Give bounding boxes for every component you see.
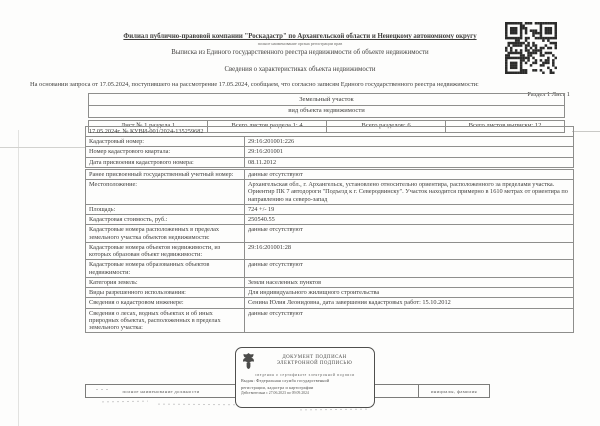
scan-edge-artifact — [18, 130, 19, 426]
attribute-label: Сведения о кадастровом инженере: — [86, 298, 245, 307]
attribute-label: Виды разрешенного использования: — [86, 288, 245, 297]
attribute-value: 29:16:201001:226 — [248, 138, 295, 146]
stamp-issuer-line2: регистрации, кадастра и картографии — [241, 385, 314, 391]
stamp-header — [241, 352, 369, 370]
pencil-scribble-artifact — [300, 409, 370, 411]
sheet-info-cell: Лист № 1 раздела 1 — [120, 122, 176, 130]
document-header — [30, 33, 570, 98]
scan-line-artifact — [572, 131, 600, 132]
org-name: Филиал публично-правовой компании "Роскадастр" по Архангельской области и Ненецкому автономному округу — [123, 33, 477, 40]
object-type-box — [88, 93, 565, 118]
sheet-info-cell: Всего листов выписки: 12 — [445, 121, 564, 132]
table-row — [86, 157, 573, 167]
attribute-value: Земли населенных пунктов — [248, 278, 322, 286]
attribute-value: данные отсутствуют — [248, 171, 303, 178]
attribute-label: Кадастровые номера объектов недвижимости, из которых образован объект недвижимости: — [86, 243, 245, 259]
table-row — [86, 259, 573, 276]
request-number: 17.05.2024г. № КУВИ-001/2024-135259682 — [89, 128, 204, 135]
document-title: Выписка из Единого государственного реестра недвижимости об объекте недвижимости — [171, 48, 429, 56]
stamp-title-line2: ЭЛЕКТРОННОЙ ПОДПИСЬЮ — [276, 361, 353, 366]
attribute-value: 29:16:201001:28 — [248, 243, 292, 251]
attribute-value: 724 +/- 19 — [248, 205, 275, 213]
table-row — [86, 224, 573, 241]
object-type-caption: вид объекта недвижимости — [89, 105, 564, 117]
table-row — [86, 136, 573, 146]
name-caption: инициалы, фамилия — [418, 385, 490, 397]
attribute-label: Номер кадастрового квартала: — [86, 147, 245, 156]
attribute-label: Сведения о лесах, водных объектах и об иных природных объектах, расположенных в пределах земельного участка: — [86, 309, 245, 333]
sheet-info-cell: Всего разделов: 6 — [326, 121, 445, 132]
stamp-title — [260, 355, 369, 367]
table-row — [86, 214, 573, 224]
table-row — [86, 204, 573, 214]
attribute-value: Для индивидуального жилищного строительства — [248, 289, 380, 297]
object-type-title: Земельный участок — [299, 95, 354, 103]
section-subtitle: Сведения о характеристиках объекта недвижимости — [224, 65, 376, 73]
stamp-issuer-line1: Выдан: Федеральная служба государственной — [241, 378, 330, 384]
attribute-label: Местоположение: — [86, 180, 245, 204]
attribute-value: данные отсутствуют — [248, 261, 303, 269]
attribute-value: 250540.55 — [248, 216, 275, 224]
attribute-label: Ранее присвоенный государственный учетный номер: — [86, 170, 245, 179]
attributes-top-table — [85, 126, 574, 168]
table-row — [86, 179, 573, 204]
attribute-label: Площадь: — [86, 205, 245, 214]
attribute-label: Дата присвоения кадастрового номера: — [86, 158, 245, 167]
org-name-caption: полное наименование органа регистрации прав — [257, 41, 343, 47]
sheet-info-cell: Всего листов раздела 1: 4 — [207, 121, 326, 132]
stamp-validity: Действительна с 27.06.2023 по 09.09.2024 — [241, 390, 309, 395]
attribute-value: 29:16:201001 — [248, 148, 283, 156]
table-row — [86, 146, 573, 156]
scan-line-artifact — [0, 147, 85, 148]
stamp-cert-caption: сведения о сертификате электронной подписи — [255, 372, 355, 377]
table-row — [86, 308, 573, 333]
request-basis-line: На основании запроса от 17.05.2024, поступившего на рассмотрение 17.05.2024, сообщаем, что согласно записям Единого государственного реестра недвижимости: — [30, 81, 479, 88]
attribute-value: данные отсутствуют — [248, 226, 303, 234]
attribute-label: Кадастровый номер: — [86, 137, 245, 146]
attributes-main-table — [85, 169, 574, 333]
attribute-label: Кадастровая стоимость, руб.: — [86, 215, 245, 224]
attribute-value: 08.11.2012 — [248, 158, 277, 166]
attribute-value: Архангельская обл., г. Архангельск, установлено относительно ориентира, расположенного за пределами участка. Ориентир ПК 7 автодороги "Подъезд к г. Северодвинску". Участок находится примерно в 1610 метрах от ориентира по направлению на северо-запад — [248, 181, 568, 203]
attribute-value: Сенина Юлия Леонидовна, дата завершения кадастровых работ: 15.10.2012 — [248, 299, 451, 307]
attribute-value: данные отсутствуют — [248, 309, 303, 317]
attribute-label: Кадастровые номера расположенных в пределах земельного участка объектов недвижимости: — [86, 225, 245, 241]
coat-of-arms-icon — [241, 352, 256, 370]
table-row — [86, 287, 573, 297]
attribute-label: Кадастровые номера образованных объектов недвижимости: — [86, 260, 245, 276]
table-row — [86, 297, 573, 307]
table-row — [86, 242, 573, 259]
section-sheet-label: Раздел 1 Лист 1 — [527, 90, 570, 98]
pencil-scribble-artifact — [102, 401, 148, 403]
table-row — [86, 170, 573, 179]
position-caption: полное наименование должности — [85, 385, 236, 397]
stamp-title-line1: ДОКУМЕНТ ПОДПИСАН — [282, 354, 347, 360]
attribute-label: Категория земель: — [86, 278, 245, 287]
e-signature-stamp — [235, 347, 375, 408]
table-row — [86, 277, 573, 287]
